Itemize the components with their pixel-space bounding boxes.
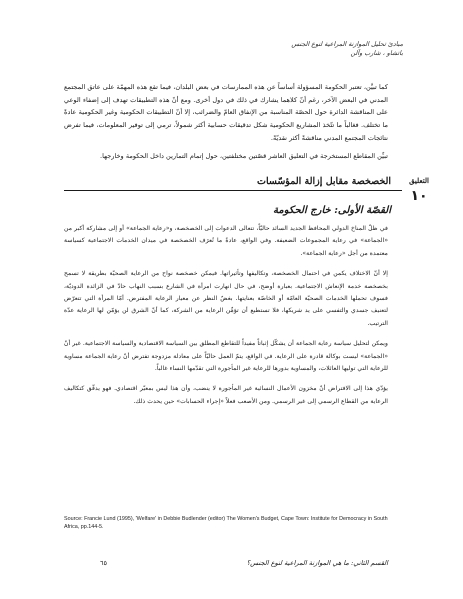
commentary-label: التعليق <box>409 176 429 185</box>
section-title: الخصخصة مقابل إزالة المؤسّسات <box>257 176 391 187</box>
story-paragraph-2: إلا أنّ الاختلاف يكمن في احتمال الخصخصة، وتكاليفها وتأثيراتها. فيمكن خصخصة نواح من الرعاية الصحيّة بطريقة لا تسمح بخصخصة خدمة الإنعاش الاجتماعية. بعبارة أوضح، في حال انهارت امرأة في الشارع بسبب النهاب حادّ في الزائدة الدوديّة، فسوف تحملها الخدمات الصحيّة العامّة أو الخاصّة بعنايتها. بغضّ النظر عن معيار الرعاية المفترض. أمّا المرأة التي تتعرّض لتعنيف جسدي والتفسي على يد شريكها، فلا تستطيع أن تؤمِّن الرعاية من الشركة، كما أنّ الشرق لن يؤمّن لها الرعاية عدّة الترتيب. <box>64 270 388 327</box>
story-paragraph-1: في ظلّ المناخ الدولي المحافظ الجديد السائد حاليّاً، تتعالى الدعوات إلى الخصخصة، و«رعاية الجماعة» أو إلى مشاركة أكبر من «الجماعة» في رعاية المجموعات الضعيفة. وفي الواقع، عادةً ما تُعرَف الخصخصة في ميدان الخدمات الاجتماعية كسياسة معتمدة من أجل «رعاية الجماعة». <box>64 225 388 257</box>
page-number: ٦٥ <box>100 560 108 567</box>
story-body <box>64 223 388 416</box>
section-divider <box>64 190 402 191</box>
intro-paragraph-2: تبيِّن المقاطع المستخرجة في التعليق العاشر قصّتين مختلفتين، حول إتمام التمارين داخل الحكومة وخارجها. <box>100 152 388 160</box>
intro-paragraph-1: كما تبيَّن، تعتبر الحكومة المسؤولة أساساً عن هذه الممارسات في بعض البلدان، فيما تقع هذه المهمّة على عاتق المجتمع المدني في البعض الآخر، رغم أنّ كلاهما يشارك في ذلك في دول أخرى. ومع أنّ هذه التطبيقات تهدف إلى إضفاء الوعي على المناقشة الدائرة حول الحصّة المناسبة من الإنفاق العامّ والضرائب، إلا أنّ التطبيقات الحكومية وغير الحكومية عادةً ما تختلف. فغالباً ما تتّخذ المشاريع الحكومية شكل تدقيقات حسابية أكثر شمولاً، ترمي إلى توفير المعلومات، فيما تفرض نتائجات المجتمع المدني مناقشةً أكثر نقديّةً. <box>64 83 388 142</box>
story-title: القصّة الأولى: خارج الحكومة <box>273 205 391 216</box>
running-header <box>253 40 403 58</box>
story-paragraph-3: ويمكن لتحليل سياسة رعاية الجماعة أن يشكّل إثباتاً مفيداً للتقاطع المطلق بين السياسة الاقتصادية والسياسة الاجتماعية. غير أنّ «الجماعة» ليست بوكالة قادرة على الرعاية. في الواقع، يتمّ العمل حاليّاً على معادلة مزدوجة تفترض أنّ رعاية الجماعة مساوية للرعاية التي توليها العائلات، والمساوية بدورها للرعاية غير المأجورة التي تقدّمها النساء غالباً. <box>64 340 388 373</box>
running-header-title: مبادئ تحليل الموازنة المراعية لنوع الجنس <box>291 40 403 48</box>
running-header-authors: باتشاو ، شارب وآلن <box>350 49 403 57</box>
story-paragraph-4: يؤدّي هذا إلى الافتراض أنّ مخزون الأعمال النسائية غير المأجورة لا ينضب، وأن هذا ليس بمعيّر اقتصادي. فهو يدقّق كتكاليف الرعاية من القطاع الرسمي إلى غير الرسمي. ومن الأصعب فعلاً «إجراء الحسابات» حين يحدث ذلك. <box>64 385 388 405</box>
source-citation: Source: Francie Lund (1995), 'Welfare' in Debbie Budlender (editor) The Women's Budget, Cape Town: Institute for Democracy in South Africa, pp.144-5. <box>64 516 388 530</box>
page-footer <box>64 559 388 571</box>
commentary-number: ١٠ <box>410 188 428 204</box>
footer-section-title: القسم الثاني: ما هي الموازنة المراعية لنوع الجنس؟ <box>246 559 388 567</box>
